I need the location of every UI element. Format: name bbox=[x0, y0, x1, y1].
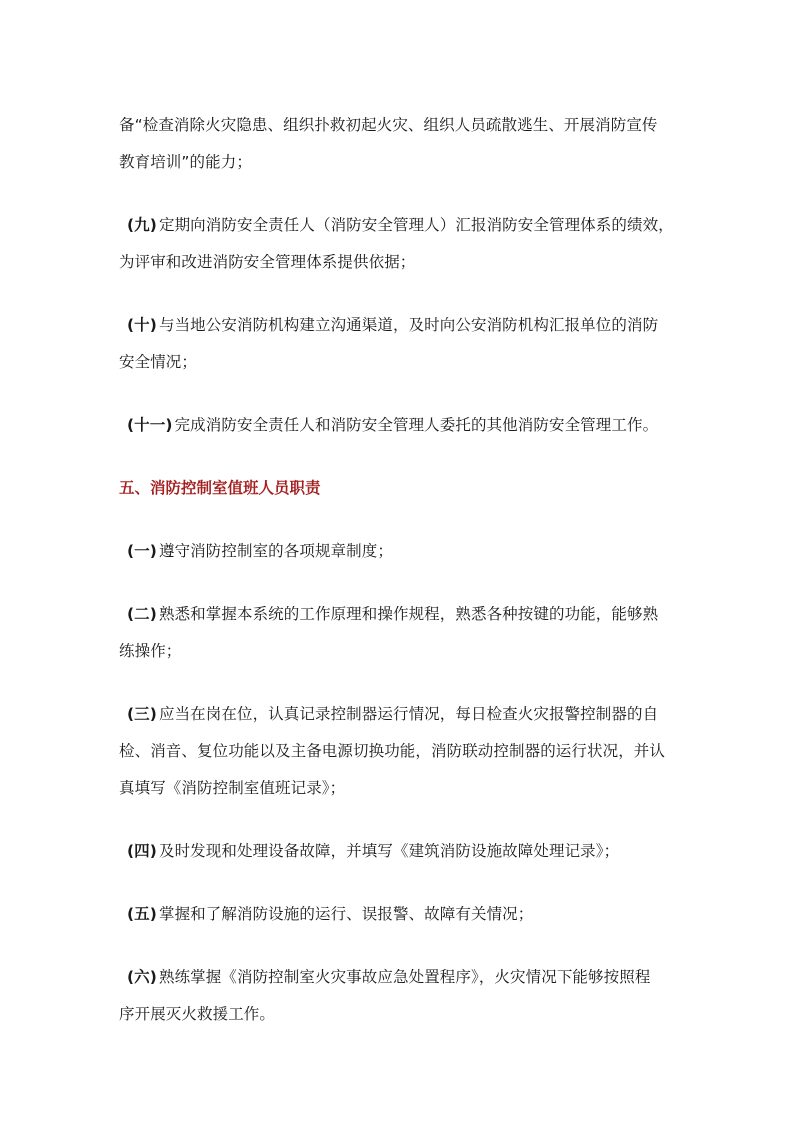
paragraph-item-1 bbox=[119, 533, 679, 570]
paragraph-line: 遵守消防控制室的各项规章制度； bbox=[158, 542, 393, 560]
item-label: (九) bbox=[127, 216, 157, 234]
paragraph-item-4 bbox=[119, 833, 679, 870]
paragraph-line: 应当在岗在位，认真记录控制器运行情况，每日检查火灾报警控制器的自 bbox=[158, 705, 659, 723]
section-heading: 五、消防控制室值班人员职责 bbox=[119, 479, 321, 497]
paragraph-line: 熟练掌握《消防控制室火灾事故应急处置程序》，火灾情况下能够按照程 bbox=[158, 968, 651, 986]
paragraph-item-5 bbox=[119, 896, 679, 933]
item-label: (十一) bbox=[127, 416, 173, 434]
paragraph-continuation bbox=[119, 107, 679, 181]
paragraph-item-3 bbox=[119, 696, 679, 807]
item-label: (十) bbox=[127, 316, 157, 334]
paragraph-line: 完成消防安全责任人和消防安全管理人委托的其他消防安全管理工作。 bbox=[174, 416, 659, 434]
paragraph-line: 熟悉和掌握本系统的工作原理和操作规程，熟悉各种按键的功能，能够熟 bbox=[158, 605, 659, 623]
paragraph-line: 序开展灭火救援工作。 bbox=[119, 1005, 276, 1023]
paragraph-line: 与当地公安消防机构建立沟通渠道，及时向公安消防机构汇报单位的消防 bbox=[158, 316, 659, 334]
item-label: (一) bbox=[127, 542, 157, 560]
paragraph-line: 检、消音、复位功能以及主备电源切换功能，消防联动控制器的运行状况，并认 bbox=[119, 742, 666, 760]
paragraph-line: 教育培训”的能力； bbox=[119, 153, 252, 171]
paragraph-item-10 bbox=[119, 307, 679, 381]
paragraph-line: 备“检查消除火灾隐患、组织扑救初起火灾、组织人员疏散逃生、开展消防宣传 bbox=[119, 116, 658, 134]
item-label: (四) bbox=[127, 842, 157, 860]
paragraph-line: 真填写《消防控制室值班记录》； bbox=[119, 779, 346, 797]
paragraph-line: 及时发现和处理设备故障，并填写《建筑消防设施故障处理记录》； bbox=[158, 842, 620, 860]
document-page bbox=[119, 107, 679, 1059]
paragraph-line: 定期向消防安全责任人（消防安全管理人）汇报消防安全管理体系的绩效， bbox=[158, 216, 674, 234]
item-label: (五) bbox=[127, 905, 157, 923]
paragraph-item-6 bbox=[119, 959, 679, 1033]
paragraph-line: 练操作； bbox=[119, 642, 182, 660]
item-label: (三) bbox=[127, 705, 157, 723]
paragraph-line: 为评审和改进消防安全管理体系提供依据； bbox=[119, 253, 416, 271]
item-label: (六) bbox=[127, 968, 157, 986]
paragraph-line: 掌握和了解消防设施的运行、误报警、故障有关情况； bbox=[158, 905, 534, 923]
paragraph-item-9 bbox=[119, 207, 679, 281]
paragraph-item-2 bbox=[119, 596, 679, 670]
paragraph-line: 安全情况； bbox=[119, 353, 198, 371]
paragraph-item-11 bbox=[119, 407, 679, 444]
item-label: (二) bbox=[127, 605, 157, 623]
